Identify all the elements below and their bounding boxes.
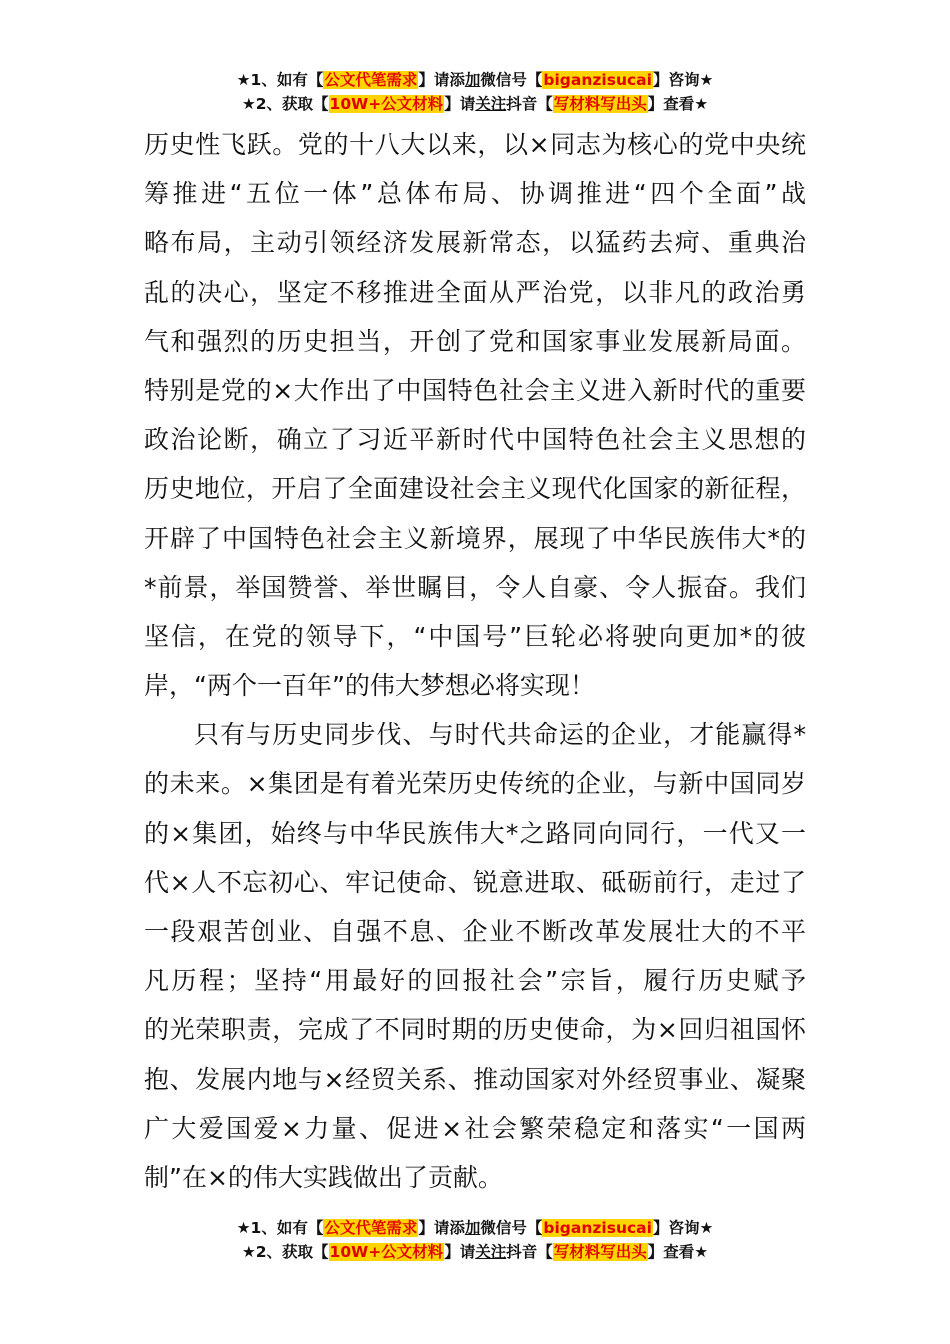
- document-body: [144, 120, 806, 1202]
- body-line: 抱、发展内地与×经贸关系、推动国家对外经贸事业、凝聚: [144, 1064, 806, 1094]
- highlight-ghostwriting: 公文代笔需求: [324, 1219, 418, 1237]
- promo-line-2: ★2、获取【10W+公文材料】请关注抖音【写材料写出头】查看★: [241, 1243, 709, 1261]
- body-line: 乱的决心，坚定不移推进全面从严治党，以非凡的政治勇: [144, 277, 806, 307]
- body-line: 代×人不忘初心、牢记使命、锐意进取、砥砺前行，走过了: [144, 867, 806, 897]
- body-line: 略布局，主动引领经济发展新常态，以猛药去疴、重典治: [144, 228, 806, 258]
- body-line: 的未来。×集团是有着光荣历史传统的企业，与新中国同岁: [144, 769, 806, 799]
- paragraph-end-line: 制”在×的伟大实践做出了贡献。: [144, 1162, 503, 1192]
- promo-line-1: ★1、如有【公文代笔需求】请添加微信号【biganzisucai】咨询★: [236, 71, 714, 89]
- body-line: 的光荣职责，完成了不同时期的历史使命，为×回归祖国怀: [144, 1015, 806, 1045]
- body-line: *前景，举国赞誉、举世瞩目，令人自豪、令人振奋。我们: [144, 572, 806, 602]
- promo-line-1: ★1、如有【公文代笔需求】请添加微信号【biganzisucai】咨询★: [236, 1219, 714, 1237]
- header-promo-banner: [0, 68, 950, 116]
- body-line: 筹推进“五位一体”总体布局、协调推进“四个全面”战: [144, 179, 806, 209]
- paragraph-start-line: 只有与历史同步伐、与时代共命运的企业，才能赢得*: [194, 720, 806, 750]
- highlight-materials: 10W+公文材料: [329, 95, 444, 113]
- body-line: 历史性飞跃。党的十八大以来，以×同志为核心的党中央统: [144, 130, 806, 159]
- body-line: 广大爱国爱×力量、促进×社会繁荣稳定和落实“一国两: [144, 1113, 806, 1143]
- highlight-douyin-account: 写材料写出头: [553, 1243, 647, 1261]
- body-line: 特别是党的×大作出了中国特色社会主义进入新时代的重要: [144, 375, 806, 405]
- highlight-materials: 10W+公文材料: [329, 1243, 444, 1261]
- paragraph-end-line: 岸，“两个一百年”的伟大梦想必将实现！: [144, 671, 595, 701]
- highlight-douyin-account: 写材料写出头: [553, 95, 647, 113]
- body-line: 一段艰苦创业、自强不息、企业不断改革发展壮大的不平: [144, 917, 806, 946]
- highlight-wechat-id: biganzisucai: [543, 1219, 652, 1237]
- footer-promo-banner: [0, 1216, 950, 1264]
- body-line: 的×集团，始终与中华民族伟大*之路同向同行，一代又一: [144, 818, 806, 848]
- body-line: 历史地位，开启了全面建设社会主义现代化国家的新征程，: [144, 474, 806, 504]
- highlight-ghostwriting: 公文代笔需求: [324, 71, 418, 89]
- body-line: 坚信，在党的领导下，“中国号”巨轮必将驶向更加*的彼: [144, 621, 806, 651]
- highlight-wechat-id: biganzisucai: [543, 71, 652, 89]
- promo-line-2: ★2、获取【10W+公文材料】请关注抖音【写材料写出头】查看★: [241, 95, 709, 113]
- body-line: 开辟了中国特色社会主义新境界，展现了中华民族伟大*的: [144, 523, 806, 553]
- body-line: 凡历程；坚持“用最好的回报社会”宗旨，履行历史赋予: [144, 966, 806, 996]
- body-line: 气和强烈的历史担当，开创了党和国家事业发展新局面。: [144, 326, 806, 356]
- body-line: 政治论断，确立了习近平新时代中国特色社会主义思想的: [144, 425, 806, 455]
